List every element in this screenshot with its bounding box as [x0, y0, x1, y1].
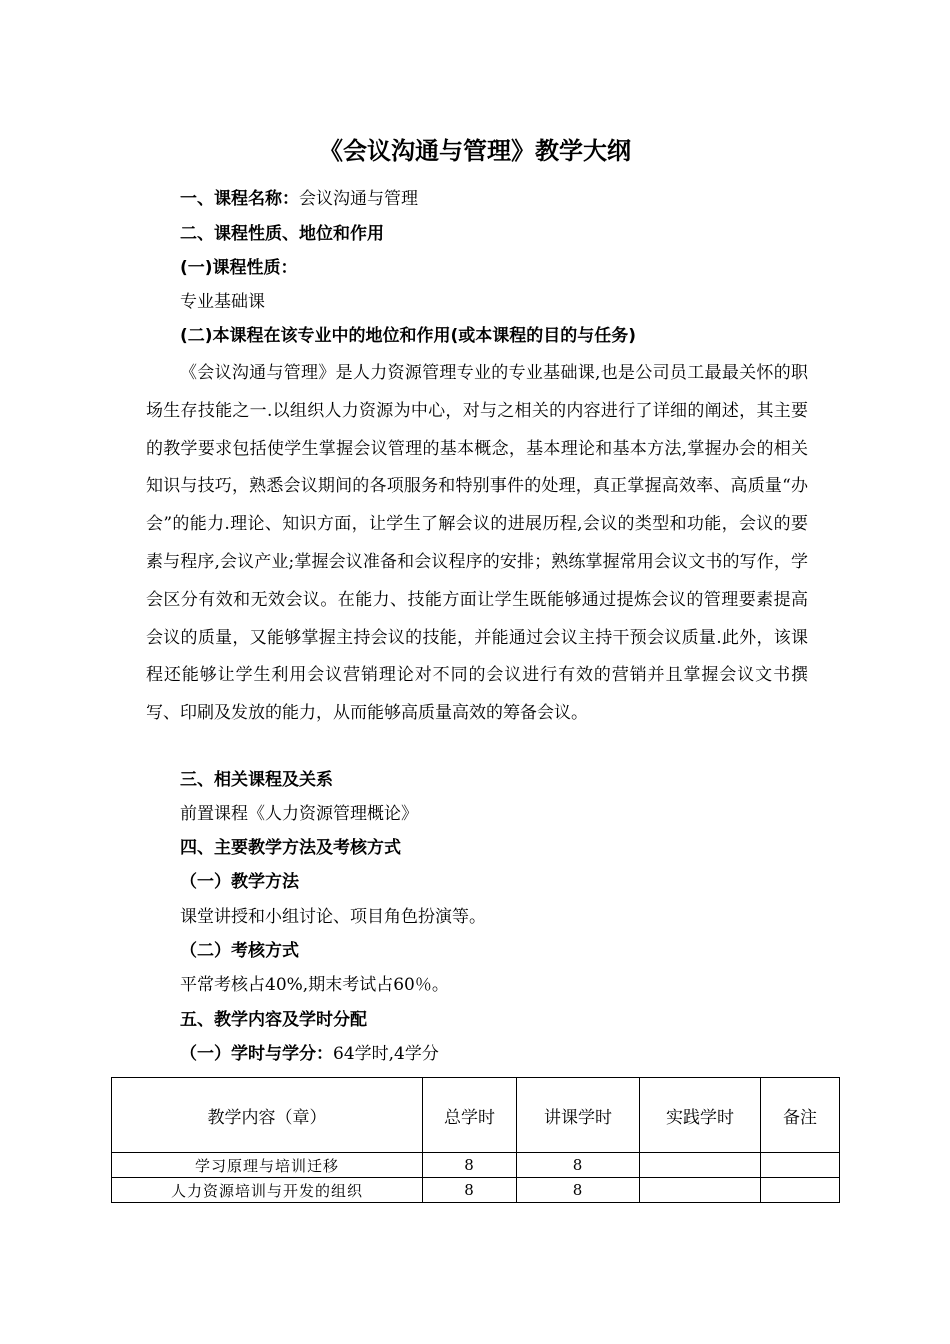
table-row [112, 1178, 840, 1203]
section-2-heading: 二、课程性质、地位和作用 [180, 224, 384, 244]
table-header-row [112, 1078, 840, 1153]
table-cell [761, 1153, 840, 1178]
table-row [112, 1153, 840, 1178]
section-4-1-text: 课堂讲授和小组讨论、项目角色扮演等。 [180, 907, 486, 927]
section-4-1-heading: （一）教学方法 [180, 872, 299, 892]
hours-credits-label: （一）学时与学分： [180, 1044, 333, 1064]
table-header-cell: 讲课学时 [517, 1078, 640, 1153]
hours-credits-value: 64学时,4学分 [333, 1044, 439, 1064]
table-cell: 8 [423, 1178, 517, 1203]
table-header-cell: 教学内容（章） [112, 1078, 423, 1153]
hours-credits-line [180, 1040, 439, 1068]
table-cell [640, 1178, 761, 1203]
section-2-1-heading: (一)课程性质： [180, 258, 298, 278]
table-cell: 学习原理与培训迁移 [112, 1153, 423, 1178]
table-cell: 8 [517, 1153, 640, 1178]
section-4-2-heading: （二）考核方式 [180, 941, 299, 961]
document-title: 《会议沟通与管理》教学大纲 [319, 137, 631, 165]
section-3-text: 前置课程《人力资源管理概论》 [180, 804, 418, 824]
table-cell: 8 [423, 1153, 517, 1178]
course-name-value: 会议沟通与管理 [299, 189, 418, 209]
table-cell [640, 1153, 761, 1178]
section-3-heading: 三、相关课程及关系 [180, 770, 333, 790]
course-name-label: 一、课程名称： [180, 189, 299, 209]
section-2-2-heading: (二)本课程在该专业中的地位和作用(或本课程的目的与任务) [180, 326, 637, 346]
table-cell: 8 [517, 1178, 640, 1203]
section-2-1-text: 专业基础课 [180, 292, 265, 312]
section-4-heading: 四、主要教学方法及考核方式 [180, 838, 401, 858]
table-cell: 人力资源培训与开发的组织 [112, 1178, 423, 1203]
course-role-paragraph: 《会议沟通与管理》是人力资源管理专业的专业基础课,也是公司员工最最关怀的职场生存技能之一.以组织人力资源为中心，对与之相关的内容进行了详细的阐述，其主要的教学要求包括使学生掌握会议管理的基本概念，基本理论和基本方法,掌握办会的相关知识与技巧，熟悉会议期间的各项服务和特别事件的处理，真正掌握高效率、高质量“办会”的能力.理论、知识方面，让学生了解会议的进展历程,会议的类型和功能，会议的要素与程序,会议产业;掌握会议准备和会议程序的安排；熟练掌握常用会议文书的写作，学会区分有效和无效会议。在能力、技能方面让学生既能够通过提炼会议的管理要素提高会议的质量，又能够掌握主持会议的技能，并能通过会议主持干预会议质量.此外，该课程还能够让学生利用会议营销理论对不同的会议进行有效的营销并且掌握会议文书撰写、印刷及发放的能力，从而能够高质量高效的筹备会议。 [146, 363, 808, 724]
hours-table [111, 1077, 840, 1203]
section-5-heading: 五、教学内容及学时分配 [180, 1010, 367, 1030]
section-4-2-text: 平常考核占40%,期末考试占60％。 [180, 975, 449, 995]
course-name-line [180, 185, 418, 213]
table-header-cell: 备注 [761, 1078, 840, 1153]
table-cell [761, 1178, 840, 1203]
table-header-cell: 总学时 [423, 1078, 517, 1153]
table-header-cell: 实践学时 [640, 1078, 761, 1153]
